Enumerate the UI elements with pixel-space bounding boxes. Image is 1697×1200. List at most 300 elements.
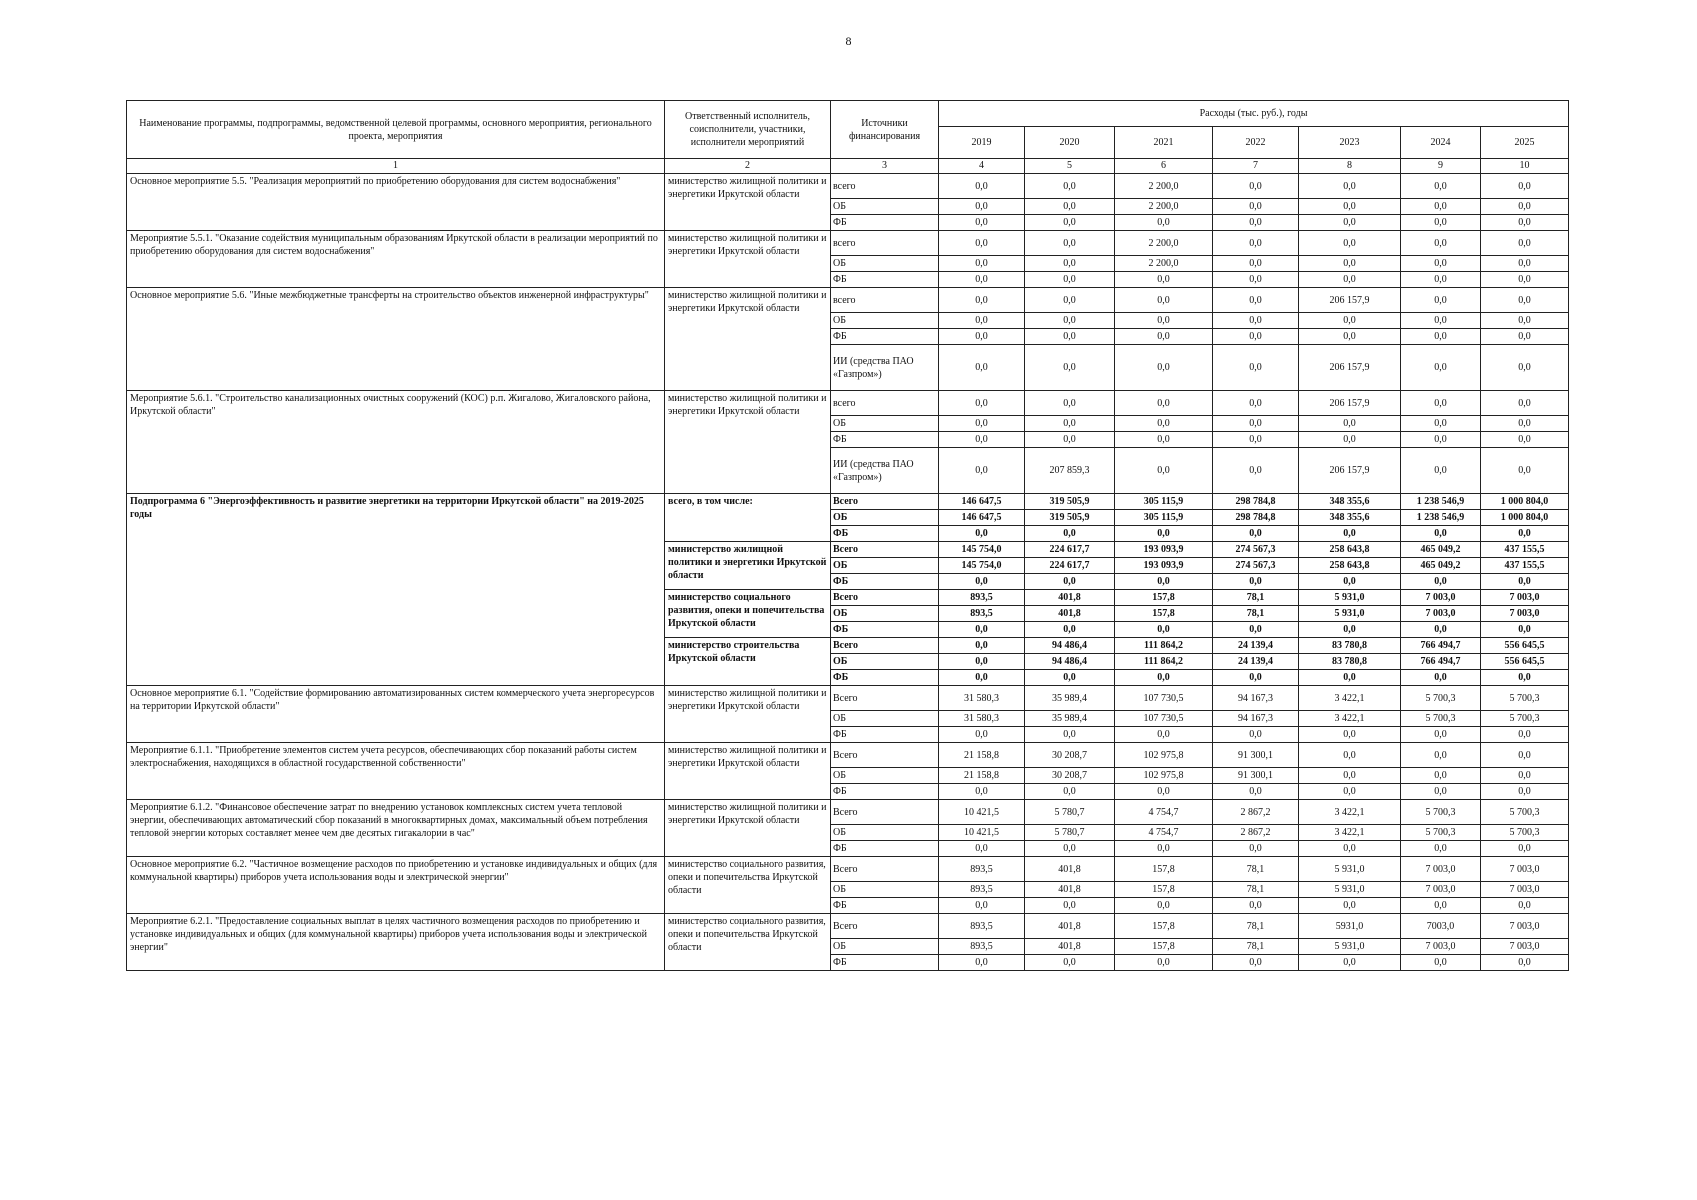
value-cell: 0,0 <box>1481 727 1569 743</box>
value-cell: 35 989,4 <box>1025 686 1115 711</box>
source-cell: ОБ <box>831 313 939 329</box>
value-cell: 0,0 <box>1213 955 1299 971</box>
value-cell: 35 989,4 <box>1025 711 1115 727</box>
value-cell: 157,8 <box>1115 857 1213 882</box>
value-cell: 5 931,0 <box>1299 882 1401 898</box>
value-cell: 4 754,7 <box>1115 825 1213 841</box>
value-cell: 0,0 <box>939 215 1025 231</box>
value-cell: 111 864,2 <box>1115 654 1213 670</box>
value-cell: 0,0 <box>1299 955 1401 971</box>
value-cell: 3 422,1 <box>1299 686 1401 711</box>
value-cell: 0,0 <box>1481 174 1569 199</box>
value-cell: 0,0 <box>939 199 1025 215</box>
value-cell: 0,0 <box>939 622 1025 638</box>
source-cell: Всего <box>831 686 939 711</box>
value-cell: 319 505,9 <box>1025 510 1115 526</box>
value-cell: 401,8 <box>1025 882 1115 898</box>
source-cell: ФБ <box>831 215 939 231</box>
value-cell: 193 093,9 <box>1115 558 1213 574</box>
value-cell: 401,8 <box>1025 590 1115 606</box>
value-cell: 91 300,1 <box>1213 743 1299 768</box>
value-cell: 401,8 <box>1025 939 1115 955</box>
header-year: 2023 <box>1299 127 1401 159</box>
value-cell: 7 003,0 <box>1401 857 1481 882</box>
value-cell: 7 003,0 <box>1481 914 1569 939</box>
value-cell: 0,0 <box>1401 288 1481 313</box>
value-cell: 0,0 <box>1481 231 1569 256</box>
row-name: Основное мероприятие 5.6. "Иные межбюджетные трансферты на строительство объектов инженерной инфраструктуры" <box>127 288 665 391</box>
value-cell: 0,0 <box>1401 231 1481 256</box>
value-cell: 0,0 <box>1401 622 1481 638</box>
source-cell: Всего <box>831 800 939 825</box>
value-cell: 10 421,5 <box>939 800 1025 825</box>
value-cell: 0,0 <box>1025 526 1115 542</box>
value-cell: 3 422,1 <box>1299 800 1401 825</box>
value-cell: 0,0 <box>1213 272 1299 288</box>
value-cell: 0,0 <box>1115 670 1213 686</box>
value-cell: 274 567,3 <box>1213 542 1299 558</box>
row-executor: министерство жилищной политики и энергетики Иркутской области <box>665 686 831 743</box>
value-cell: 0,0 <box>1401 416 1481 432</box>
value-cell: 0,0 <box>1213 313 1299 329</box>
value-cell: 893,5 <box>939 882 1025 898</box>
source-cell: Всего <box>831 743 939 768</box>
value-cell: 2 867,2 <box>1213 825 1299 841</box>
value-cell: 0,0 <box>1213 670 1299 686</box>
value-cell: 0,0 <box>1025 272 1115 288</box>
row-executor: министерство социального развития, опеки и попечительства Иркутской области <box>665 914 831 971</box>
value-cell: 0,0 <box>1115 898 1213 914</box>
value-cell: 0,0 <box>1481 272 1569 288</box>
value-cell: 0,0 <box>939 574 1025 590</box>
value-cell: 893,5 <box>939 939 1025 955</box>
value-cell: 0,0 <box>1481 898 1569 914</box>
value-cell: 78,1 <box>1213 882 1299 898</box>
value-cell: 107 730,5 <box>1115 711 1213 727</box>
source-cell: ОБ <box>831 882 939 898</box>
source-cell: ФБ <box>831 526 939 542</box>
value-cell: 0,0 <box>1115 784 1213 800</box>
value-cell: 0,0 <box>1025 256 1115 272</box>
value-cell: 0,0 <box>1213 574 1299 590</box>
column-index: 6 <box>1115 159 1213 174</box>
row-executor: министерство жилищной политики и энергетики Иркутской области <box>665 231 831 288</box>
row-name: Основное мероприятие 5.5. "Реализация мероприятий по приобретению оборудования для систем водоснабжения" <box>127 174 665 231</box>
value-cell: 31 580,3 <box>939 686 1025 711</box>
value-cell: 258 643,8 <box>1299 542 1401 558</box>
source-cell: ФБ <box>831 955 939 971</box>
table-row <box>127 743 1569 768</box>
value-cell: 78,1 <box>1213 590 1299 606</box>
value-cell: 0,0 <box>1213 448 1299 494</box>
value-cell: 0,0 <box>1213 841 1299 857</box>
header-year: 2022 <box>1213 127 1299 159</box>
value-cell: 1 238 546,9 <box>1401 510 1481 526</box>
value-cell: 465 049,2 <box>1401 542 1481 558</box>
value-cell: 0,0 <box>1401 784 1481 800</box>
value-cell: 0,0 <box>1025 898 1115 914</box>
value-cell: 0,0 <box>1299 727 1401 743</box>
value-cell: 0,0 <box>1401 432 1481 448</box>
value-cell: 7 003,0 <box>1401 606 1481 622</box>
value-cell: 0,0 <box>1115 215 1213 231</box>
value-cell: 893,5 <box>939 606 1025 622</box>
header-year: 2021 <box>1115 127 1213 159</box>
source-cell: ФБ <box>831 272 939 288</box>
expenses-table <box>126 100 1569 971</box>
value-cell: 0,0 <box>1115 574 1213 590</box>
source-cell: всего <box>831 231 939 256</box>
row-name: Мероприятие 5.5.1. "Оказание содействия муниципальным образованиям Иркутской области в реализации мероприятий по приобретению оборудования для систем водоснабжения" <box>127 231 665 288</box>
column-index: 10 <box>1481 159 1569 174</box>
value-cell: 3 422,1 <box>1299 825 1401 841</box>
value-cell: 0,0 <box>1025 955 1115 971</box>
value-cell: 0,0 <box>1299 329 1401 345</box>
value-cell: 21 158,8 <box>939 768 1025 784</box>
row-name: Мероприятие 5.6.1. "Строительство канализационных очистных сооружений (КОС) р.п. Жигалово, Жигаловского района, Иркутской области" <box>127 391 665 494</box>
column-index: 8 <box>1299 159 1401 174</box>
value-cell: 2 200,0 <box>1115 199 1213 215</box>
value-cell: 0,0 <box>1025 841 1115 857</box>
value-cell: 83 780,8 <box>1299 654 1401 670</box>
value-cell: 30 208,7 <box>1025 743 1115 768</box>
value-cell: 0,0 <box>1481 313 1569 329</box>
value-cell: 0,0 <box>939 784 1025 800</box>
value-cell: 0,0 <box>1481 345 1569 391</box>
value-cell: 3 422,1 <box>1299 711 1401 727</box>
value-cell: 0,0 <box>939 174 1025 199</box>
value-cell: 0,0 <box>939 391 1025 416</box>
value-cell: 0,0 <box>1401 272 1481 288</box>
value-cell: 893,5 <box>939 914 1025 939</box>
value-cell: 0,0 <box>1115 622 1213 638</box>
value-cell: 274 567,3 <box>1213 558 1299 574</box>
row-name: Основное мероприятие 6.1. "Содействие формированию автоматизированных систем коммерческого учета энергоресурсов на территории Иркутской области" <box>127 686 665 743</box>
value-cell: 0,0 <box>939 526 1025 542</box>
value-cell: 0,0 <box>1401 448 1481 494</box>
value-cell: 0,0 <box>1481 574 1569 590</box>
value-cell: 0,0 <box>1213 727 1299 743</box>
value-cell: 5 780,7 <box>1025 825 1115 841</box>
value-cell: 5 700,3 <box>1481 686 1569 711</box>
value-cell: 0,0 <box>1025 416 1115 432</box>
value-cell: 766 494,7 <box>1401 654 1481 670</box>
value-cell: 0,0 <box>1401 841 1481 857</box>
value-cell: 0,0 <box>1401 174 1481 199</box>
value-cell: 0,0 <box>1025 199 1115 215</box>
source-cell: Всего <box>831 590 939 606</box>
value-cell: 7003,0 <box>1401 914 1481 939</box>
value-cell: 0,0 <box>1025 784 1115 800</box>
value-cell: 0,0 <box>1213 898 1299 914</box>
value-cell: 0,0 <box>1481 288 1569 313</box>
value-cell: 465 049,2 <box>1401 558 1481 574</box>
source-cell: Всего <box>831 857 939 882</box>
row-name: Мероприятие 6.2.1. "Предоставление социальных выплат в целях частичного возмещения расходов по приобретению и установке индивидуальных и общих (для коммунальной квартиры) приборов учета использования воды и электрической энергии" <box>127 914 665 971</box>
value-cell: 0,0 <box>1299 768 1401 784</box>
value-cell: 157,8 <box>1115 882 1213 898</box>
value-cell: 0,0 <box>1299 670 1401 686</box>
value-cell: 0,0 <box>1025 574 1115 590</box>
value-cell: 1 238 546,9 <box>1401 494 1481 510</box>
value-cell: 224 617,7 <box>1025 558 1115 574</box>
value-cell: 0,0 <box>939 638 1025 654</box>
value-cell: 0,0 <box>1481 784 1569 800</box>
row-executor: министерство жилищной политики и энергетики Иркутской области <box>665 174 831 231</box>
value-cell: 7 003,0 <box>1481 882 1569 898</box>
value-cell: 5 700,3 <box>1401 800 1481 825</box>
value-cell: 0,0 <box>1213 174 1299 199</box>
header-sources: Источники финансирования <box>831 101 939 159</box>
value-cell: 5 931,0 <box>1299 606 1401 622</box>
value-cell: 0,0 <box>1213 622 1299 638</box>
value-cell: 146 647,5 <box>939 494 1025 510</box>
value-cell: 0,0 <box>1115 313 1213 329</box>
value-cell: 0,0 <box>1213 329 1299 345</box>
value-cell: 0,0 <box>1025 670 1115 686</box>
value-cell: 5 700,3 <box>1481 825 1569 841</box>
value-cell: 7 003,0 <box>1401 882 1481 898</box>
value-cell: 206 157,9 <box>1299 448 1401 494</box>
value-cell: 0,0 <box>1213 416 1299 432</box>
value-cell: 83 780,8 <box>1299 638 1401 654</box>
value-cell: 401,8 <box>1025 606 1115 622</box>
value-cell: 0,0 <box>1115 288 1213 313</box>
value-cell: 766 494,7 <box>1401 638 1481 654</box>
value-cell: 0,0 <box>1115 432 1213 448</box>
value-cell: 5 700,3 <box>1481 711 1569 727</box>
value-cell: 0,0 <box>1213 231 1299 256</box>
value-cell: 193 093,9 <box>1115 542 1213 558</box>
value-cell: 0,0 <box>1481 199 1569 215</box>
value-cell: 0,0 <box>1481 432 1569 448</box>
row-executor: министерство строительства Иркутской области <box>665 638 831 686</box>
row-name: Мероприятие 6.1.1. "Приобретение элементов систем учета ресурсов, обеспечивающих сбор показаний работы систем электроснабжения, находящихся в областной государственной собственности" <box>127 743 665 800</box>
value-cell: 0,0 <box>1025 622 1115 638</box>
value-cell: 0,0 <box>1481 670 1569 686</box>
header-executor: Ответственный исполнитель, соисполнители, участники, исполнители мероприятий <box>665 101 831 159</box>
value-cell: 1 000 804,0 <box>1481 494 1569 510</box>
header-year: 2020 <box>1025 127 1115 159</box>
value-cell: 78,1 <box>1213 914 1299 939</box>
value-cell: 0,0 <box>1481 329 1569 345</box>
value-cell: 0,0 <box>939 329 1025 345</box>
value-cell: 206 157,9 <box>1299 288 1401 313</box>
source-cell: ОБ <box>831 606 939 622</box>
value-cell: 0,0 <box>939 313 1025 329</box>
value-cell: 30 208,7 <box>1025 768 1115 784</box>
value-cell: 0,0 <box>939 654 1025 670</box>
table-row <box>127 800 1569 825</box>
value-cell: 0,0 <box>1481 841 1569 857</box>
value-cell: 401,8 <box>1025 914 1115 939</box>
column-index: 3 <box>831 159 939 174</box>
value-cell: 5 780,7 <box>1025 800 1115 825</box>
value-cell: 5 700,3 <box>1401 686 1481 711</box>
row-name: Основное мероприятие 6.2. "Частичное возмещение расходов по приобретению и установке индивидуальных и общих (для коммунальной квартиры) приборов учета использования воды и электрической энергии" <box>127 857 665 914</box>
value-cell: 0,0 <box>1299 743 1401 768</box>
value-cell: 0,0 <box>1025 391 1115 416</box>
value-cell: 0,0 <box>1115 272 1213 288</box>
source-cell: ФБ <box>831 727 939 743</box>
value-cell: 5931,0 <box>1299 914 1401 939</box>
value-cell: 0,0 <box>1481 743 1569 768</box>
value-cell: 0,0 <box>1299 256 1401 272</box>
source-cell: всего <box>831 391 939 416</box>
header-year: 2019 <box>939 127 1025 159</box>
value-cell: 157,8 <box>1115 590 1213 606</box>
value-cell: 0,0 <box>1115 526 1213 542</box>
source-cell: ОБ <box>831 416 939 432</box>
value-cell: 102 975,8 <box>1115 743 1213 768</box>
page-number: 8 <box>845 34 852 48</box>
value-cell: 157,8 <box>1115 914 1213 939</box>
row-executor: всего, в том числе: <box>665 494 831 542</box>
value-cell: 0,0 <box>939 670 1025 686</box>
table-row <box>127 288 1569 313</box>
header-expenses: Расходы (тыс. руб.), годы <box>939 101 1569 127</box>
value-cell: 78,1 <box>1213 857 1299 882</box>
source-cell: Всего <box>831 494 939 510</box>
value-cell: 2 200,0 <box>1115 256 1213 272</box>
value-cell: 0,0 <box>1401 898 1481 914</box>
value-cell: 0,0 <box>1025 215 1115 231</box>
table-row <box>127 857 1569 882</box>
value-cell: 7 003,0 <box>1401 939 1481 955</box>
value-cell: 0,0 <box>1481 622 1569 638</box>
value-cell: 0,0 <box>939 841 1025 857</box>
value-cell: 157,8 <box>1115 939 1213 955</box>
value-cell: 0,0 <box>1299 526 1401 542</box>
value-cell: 0,0 <box>1213 256 1299 272</box>
value-cell: 0,0 <box>939 416 1025 432</box>
value-cell: 0,0 <box>1481 416 1569 432</box>
source-cell: ОБ <box>831 654 939 670</box>
value-cell: 0,0 <box>1213 345 1299 391</box>
value-cell: 0,0 <box>1401 345 1481 391</box>
header-name: Наименование программы, подпрограммы, ведомственной целевой программы, основного мероприятия, регионального проекта, мероприятия <box>127 101 665 159</box>
source-cell: ФБ <box>831 622 939 638</box>
value-cell: 21 158,8 <box>939 743 1025 768</box>
value-cell: 0,0 <box>1299 199 1401 215</box>
source-cell: всего <box>831 174 939 199</box>
value-cell: 0,0 <box>939 272 1025 288</box>
value-cell: 0,0 <box>1401 199 1481 215</box>
value-cell: 157,8 <box>1115 606 1213 622</box>
source-cell: всего <box>831 288 939 313</box>
value-cell: 0,0 <box>939 955 1025 971</box>
value-cell: 5 931,0 <box>1299 939 1401 955</box>
value-cell: 437 155,5 <box>1481 542 1569 558</box>
row-executor: министерство жилищной политики и энергетики Иркутской области <box>665 800 831 857</box>
value-cell: 0,0 <box>939 727 1025 743</box>
value-cell: 0,0 <box>939 345 1025 391</box>
value-cell: 0,0 <box>1299 898 1401 914</box>
value-cell: 0,0 <box>1299 313 1401 329</box>
source-cell: ФБ <box>831 784 939 800</box>
value-cell: 0,0 <box>1299 841 1401 857</box>
source-cell: ОБ <box>831 825 939 841</box>
value-cell: 0,0 <box>1115 955 1213 971</box>
value-cell: 94 486,4 <box>1025 654 1115 670</box>
value-cell: 0,0 <box>1115 416 1213 432</box>
value-cell: 206 157,9 <box>1299 391 1401 416</box>
value-cell: 0,0 <box>939 898 1025 914</box>
value-cell: 0,0 <box>1401 391 1481 416</box>
value-cell: 0,0 <box>1299 231 1401 256</box>
value-cell: 0,0 <box>1213 199 1299 215</box>
value-cell: 0,0 <box>1299 784 1401 800</box>
value-cell: 0,0 <box>1481 448 1569 494</box>
column-index: 5 <box>1025 159 1115 174</box>
value-cell: 78,1 <box>1213 939 1299 955</box>
source-cell: ОБ <box>831 939 939 955</box>
row-executor: министерство жилищной политики и энергетики Иркутской области <box>665 391 831 494</box>
source-cell: ОБ <box>831 199 939 215</box>
value-cell: 0,0 <box>1025 288 1115 313</box>
value-cell: 0,0 <box>1299 574 1401 590</box>
source-cell: ФБ <box>831 898 939 914</box>
value-cell: 24 139,4 <box>1213 638 1299 654</box>
value-cell: 298 784,8 <box>1213 510 1299 526</box>
value-cell: 0,0 <box>1025 432 1115 448</box>
row-name: Мероприятие 6.1.2. "Финансовое обеспечение затрат по внедрению установок комплексных систем учета тепловой энергии, обеспечивающих автоматический сбор показаний в многоквартирных домах, максимальный объем потребления тепловой энергии которых составляет менее чем две десятых гигакалории в час" <box>127 800 665 857</box>
table-row <box>127 231 1569 256</box>
value-cell: 0,0 <box>1025 727 1115 743</box>
table-row <box>127 914 1569 939</box>
value-cell: 0,0 <box>1115 727 1213 743</box>
value-cell: 102 975,8 <box>1115 768 1213 784</box>
row-executor: министерство социального развития, опеки и попечительства Иркутской области <box>665 590 831 638</box>
value-cell: 0,0 <box>1401 743 1481 768</box>
value-cell: 0,0 <box>1115 841 1213 857</box>
value-cell: 0,0 <box>1299 432 1401 448</box>
value-cell: 2 200,0 <box>1115 231 1213 256</box>
value-cell: 0,0 <box>1481 391 1569 416</box>
value-cell: 0,0 <box>1115 391 1213 416</box>
source-cell: Всего <box>831 638 939 654</box>
value-cell: 0,0 <box>939 288 1025 313</box>
value-cell: 5 700,3 <box>1401 711 1481 727</box>
source-cell: Всего <box>831 914 939 939</box>
value-cell: 0,0 <box>1115 345 1213 391</box>
source-cell: ОБ <box>831 558 939 574</box>
value-cell: 305 115,9 <box>1115 494 1213 510</box>
table-row <box>127 174 1569 199</box>
value-cell: 0,0 <box>1481 526 1569 542</box>
value-cell: 0,0 <box>939 448 1025 494</box>
value-cell: 0,0 <box>1115 329 1213 345</box>
header-year: 2025 <box>1481 127 1569 159</box>
value-cell: 0,0 <box>1213 288 1299 313</box>
value-cell: 0,0 <box>1401 670 1481 686</box>
value-cell: 0,0 <box>1401 313 1481 329</box>
value-cell: 4 754,7 <box>1115 800 1213 825</box>
value-cell: 298 784,8 <box>1213 494 1299 510</box>
source-cell: ФБ <box>831 329 939 345</box>
source-cell: ИИ (средства ПАО «Газпром») <box>831 448 939 494</box>
value-cell: 7 003,0 <box>1401 590 1481 606</box>
value-cell: 0,0 <box>1213 526 1299 542</box>
value-cell: 0,0 <box>1025 231 1115 256</box>
value-cell: 94 486,4 <box>1025 638 1115 654</box>
value-cell: 0,0 <box>1481 215 1569 231</box>
value-cell: 556 645,5 <box>1481 654 1569 670</box>
value-cell: 0,0 <box>1299 174 1401 199</box>
value-cell: 0,0 <box>1213 784 1299 800</box>
value-cell: 224 617,7 <box>1025 542 1115 558</box>
value-cell: 0,0 <box>1115 448 1213 494</box>
